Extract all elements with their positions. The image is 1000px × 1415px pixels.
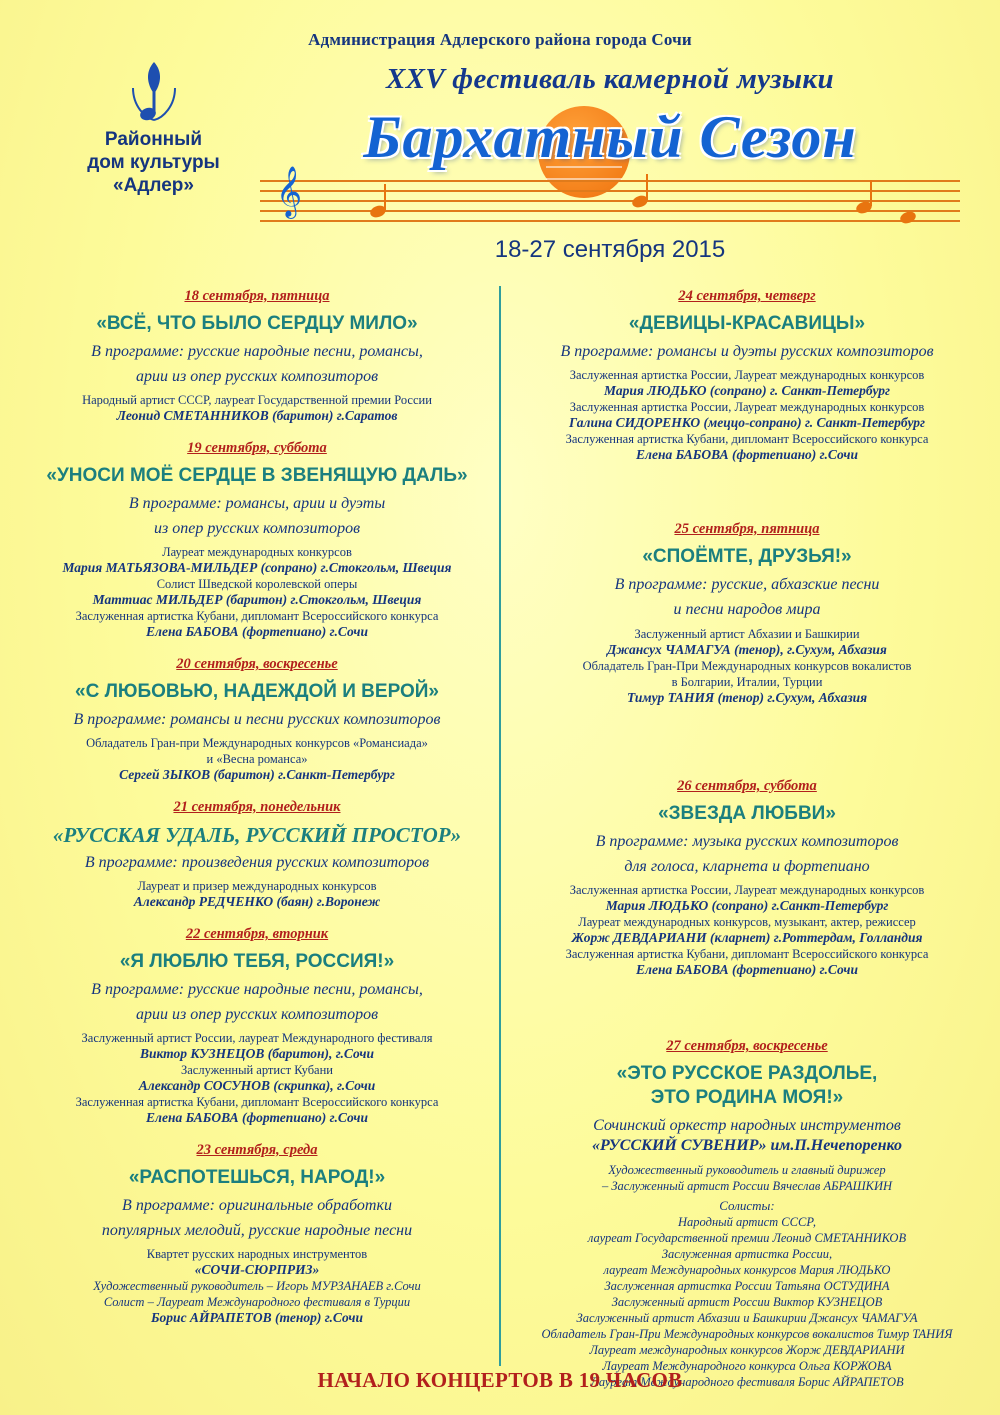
column-divider (499, 286, 501, 1366)
performer-line: Елена БАБОВА (фортепиано) г.Сочи (636, 962, 858, 977)
event-program-line: В программе: русские народные песни, романсы, (91, 343, 423, 360)
event-program-line: В программе: романсы и песни русских композиторов (73, 711, 441, 728)
venue-name-line2: дом культуры (87, 152, 220, 173)
performer-line: Квартет русских народных инструментов (146, 1247, 368, 1261)
event-date: 24 сентября, четверг (678, 288, 816, 304)
event-program-line: арии из опер русских композиторов (135, 368, 379, 385)
performer-line: Обладатель Гран-При Международных конкурсов вокалистов Тимур ТАНИЯ (541, 1327, 953, 1341)
performer-line: Обладатель Гран-При Международных конкурсов вокалистов (582, 659, 912, 673)
event-program-line: В программе: оригинальные обработки (122, 1197, 392, 1214)
festival-title-block (250, 100, 970, 230)
event-title-line1: «ЭТО РУССКОЕ РАЗДОЛЬЕ, (616, 1063, 878, 1084)
event-24-september (512, 288, 982, 463)
performer-line: Солист Шведской королевской оперы (156, 577, 358, 591)
performer-line: Заслуженный артист России Виктор КУЗНЕЦОВ (611, 1295, 883, 1309)
performer-line: Борис АЙРАПЕТОВ (тенор) г.Сочи (150, 1310, 363, 1325)
performer-line: Сергей ЗЫКОВ (баритон) г.Санкт-Петербург (119, 767, 395, 782)
event-23-september (22, 1142, 492, 1326)
event-date: 20 сентября, воскресенье (176, 656, 338, 672)
performer-line: Заслуженная артистка Кубани, дипломант Всероссийского конкурса (75, 1095, 439, 1109)
event-program-line: В программе: романсы, арии и дуэты (128, 495, 386, 512)
performer-line: Заслуженная артистка России Татьяна ОСТУДИНА (604, 1279, 890, 1293)
performer-line: Маттиас МИЛЬДЕР (баритон) г.Стокгольм, Швеция (92, 592, 422, 607)
event-program-line: В программе: произведения русских композиторов (84, 854, 430, 871)
event-title: «РАСПОТЕШЬСЯ, НАРОД!» (128, 1167, 386, 1188)
performer-line: Заслуженный артист Абхазии и Башкирии (634, 627, 860, 641)
performer-line: Заслуженная артистка России, Лауреат международных конкурсов (569, 400, 925, 414)
event-27-september (512, 1038, 982, 1390)
music-staff (260, 167, 960, 222)
performer-line: Джансух ЧАМАГУА (тенор), г.Сухум, Абхазия (607, 642, 887, 657)
event-date: 25 сентября, пятница (674, 521, 820, 537)
performer-line: Мария ЛЮДЬКО (сопрано) г. Санкт-Петербург (604, 383, 890, 398)
music-note-logo-icon (125, 58, 183, 122)
performer-line: Жорж ДЕВДАРИАНИ (кларнет) г.Роттердам, Голландия (571, 930, 923, 945)
event-date: 19 сентября, суббота (187, 440, 327, 456)
performer-line: Александр РЕДЧЕНКО (баян) г.Воронеж (133, 894, 381, 909)
right-program-column (512, 288, 982, 1406)
event-date: 22 сентября, вторник (185, 926, 329, 942)
performer-line: Лауреат международных конкурсов, музыкант, актер, режиссер (578, 915, 916, 929)
event-program-line: В программе: русские, абхазские песни (614, 576, 880, 593)
performer-line: Заслуженная артистка России, (661, 1247, 833, 1261)
conductor-line1: Художественный руководитель и главный дирижер (608, 1163, 886, 1177)
performer-line: Мария МАТЬЯЗОВА-МИЛЬДЕР (сопрано) г.Стокгольм, Швеция (62, 560, 452, 575)
event-title: «СПОЁМТЕ, ДРУЗЬЯ!» (642, 546, 852, 567)
event-date: 27 сентября, воскресенье (666, 1038, 828, 1054)
event-26-september (512, 778, 982, 978)
performer-line: Заслуженный артист России, лауреат Международного фестиваля (81, 1031, 433, 1045)
concert-start-time: НАЧАЛО КОНЦЕРТОВ В 19 ЧАСОВ (317, 1368, 683, 1392)
event-18-september (22, 288, 492, 424)
festival-dates: 18-27 сентября 2015 (494, 236, 726, 263)
festival-number: XXV фестиваль камерной музыки (385, 63, 835, 95)
venue-logo-block (46, 58, 261, 197)
event-program-line: из опер русских композиторов (153, 520, 361, 537)
left-program-column (22, 288, 492, 1342)
performer-line: Лауреат и призер международных конкурсов (137, 879, 377, 893)
event-program-line: и песни народов мира (673, 601, 821, 618)
event-program-line: В программе: музыка русских композиторов (595, 833, 899, 850)
performer-line: и «Весна романса» (206, 752, 308, 766)
event-title: «РУССКАЯ УДАЛЬ, РУССКИЙ ПРОСТОР» (52, 823, 462, 847)
performer-line: Лауреат международных конкурсов (162, 545, 352, 559)
event-title: «Я ЛЮБЛЮ ТЕБЯ, РОССИЯ!» (119, 951, 395, 972)
event-program-line: В программе: романсы и дуэты русских композиторов (560, 343, 934, 360)
event-date: 26 сентября, суббота (677, 778, 817, 794)
event-program-line: популярных мелодий, русские народные песни (101, 1222, 413, 1239)
performer-line: Заслуженная артистка Кубани, дипломант Всероссийского конкурса (75, 609, 439, 623)
performer-line: Мария ЛЮДЬКО (сопрано) г.Санкт-Петербург (605, 898, 889, 913)
ensemble-name: «СОЧИ-СЮРПРИЗ» (194, 1262, 320, 1277)
performer-line: Художественный руководитель – Игорь МУРЗАНАЕВ г.Сочи (93, 1279, 421, 1293)
event-title: «ДЕВИЦЫ-КРАСАВИЦЫ» (628, 313, 866, 334)
performer-line: в Болгарии, Италии, Турции (671, 675, 823, 689)
event-22-september (22, 926, 492, 1126)
performer-line: Заслуженная артистка России, Лауреат международных конкурсов (569, 368, 925, 382)
performer-line: Заслуженная артистка России, Лауреат международных конкурсов (569, 883, 925, 897)
performer-line: Лауреат Международного фестиваля Борис АЙРАПЕТОВ (590, 1375, 904, 1389)
event-20-september (22, 656, 492, 783)
event-title: «УНОСИ МОЁ СЕРДЦЕ В ЗВЕНЯЩУЮ ДАЛЬ» (46, 465, 468, 486)
orchestra-name-line1: Сочинский оркестр народных инструментов (593, 1117, 901, 1134)
performer-line: Заслуженная артистка Кубани, дипломант Всероссийского конкурса (565, 432, 929, 446)
treble-clef-icon: 𝄞 (276, 167, 303, 216)
event-25-september (512, 521, 982, 706)
administration-line: Администрация Адлерского района города Сочи (308, 30, 692, 49)
performer-line: Елена БАБОВА (фортепиано) г.Сочи (146, 1110, 368, 1125)
event-program-line: арии из опер русских композиторов (135, 1006, 379, 1023)
performer-line: Обладатель Гран-при Международных конкурсов «Романсиада» (86, 736, 428, 750)
performer-line: Александр СОСУНОВ (скрипка), г.Сочи (138, 1078, 376, 1093)
conductor-line2: – Заслуженный артист России Вячеслав АБРАШКИН (601, 1179, 893, 1193)
event-date: 23 сентября, среда (196, 1142, 318, 1158)
performer-line: Заслуженная артистка Кубани, дипломант Всероссийского конкурса (565, 947, 929, 961)
venue-name-line3: «Адлер» (113, 175, 194, 196)
event-date: 18 сентября, пятница (184, 288, 330, 304)
performer-line: Виктор КУЗНЕЦОВ (баритон), г.Сочи (139, 1046, 375, 1061)
event-title: «ВСЁ, ЧТО БЫЛО СЕРДЦУ МИЛО» (96, 313, 418, 334)
performer-line: Солист – Лауреат Международного фестиваля в Турции (103, 1295, 411, 1309)
event-title: «С ЛЮБОВЬЮ, НАДЕЖДОЙ И ВЕРОЙ» (75, 681, 439, 702)
performer-line: Лауреат международных конкурсов Жорж ДЕВДАРИАНИ (589, 1343, 905, 1357)
performer-line: лауреат Международных конкурсов Мария ЛЮДЬКО (603, 1263, 891, 1277)
event-21-september (22, 799, 492, 910)
orchestra-name-line2: «РУССКИЙ СУВЕНИР» им.П.Нечепоренко (592, 1137, 902, 1154)
performer-line: лауреат Государственной премии Леонид СМЕТАННИКОВ (587, 1231, 907, 1245)
performer-line: Заслуженный артист Кубани (181, 1063, 333, 1077)
performer-line: Народный артист СССР, (678, 1215, 816, 1229)
soloists-label: Солисты: (719, 1198, 775, 1213)
event-date: 21 сентября, понедельник (173, 799, 341, 815)
festival-title: Бархатный Сезон (363, 104, 857, 170)
event-program-line: В программе: русские народные песни, романсы, (91, 981, 423, 998)
performer-line: Народный артист СССР, лауреат Государственной премии России (82, 393, 432, 407)
event-program-line: для голоса, кларнета и фортепиано (624, 858, 870, 875)
event-title: «ЗВЕЗДА ЛЮБВИ» (658, 803, 836, 824)
performer-line: Елена БАБОВА (фортепиано) г.Сочи (146, 624, 368, 639)
performer-line: Заслуженный артист Абхазии и Башкирии Джансух ЧАМАГУА (576, 1311, 918, 1325)
performer-line: Галина СИДОРЕНКО (меццо-сопрано) г. Санкт-Петербург (568, 415, 926, 430)
event-19-september (22, 440, 492, 640)
performer-line: Тимур ТАНИЯ (тенор) г.Сухум, Абхазия (626, 690, 868, 705)
event-title-line2: ЭТО РОДИНА МОЯ!» (650, 1087, 844, 1108)
performer-line: Лауреат Международного конкурса Ольга КОРЖОВА (602, 1359, 892, 1373)
venue-name-line1: Районный (104, 129, 203, 150)
performer-line: Елена БАБОВА (фортепиано) г.Сочи (636, 447, 858, 462)
performer-line: Леонид СМЕТАННИКОВ (баритон) г.Саратов (116, 408, 398, 423)
